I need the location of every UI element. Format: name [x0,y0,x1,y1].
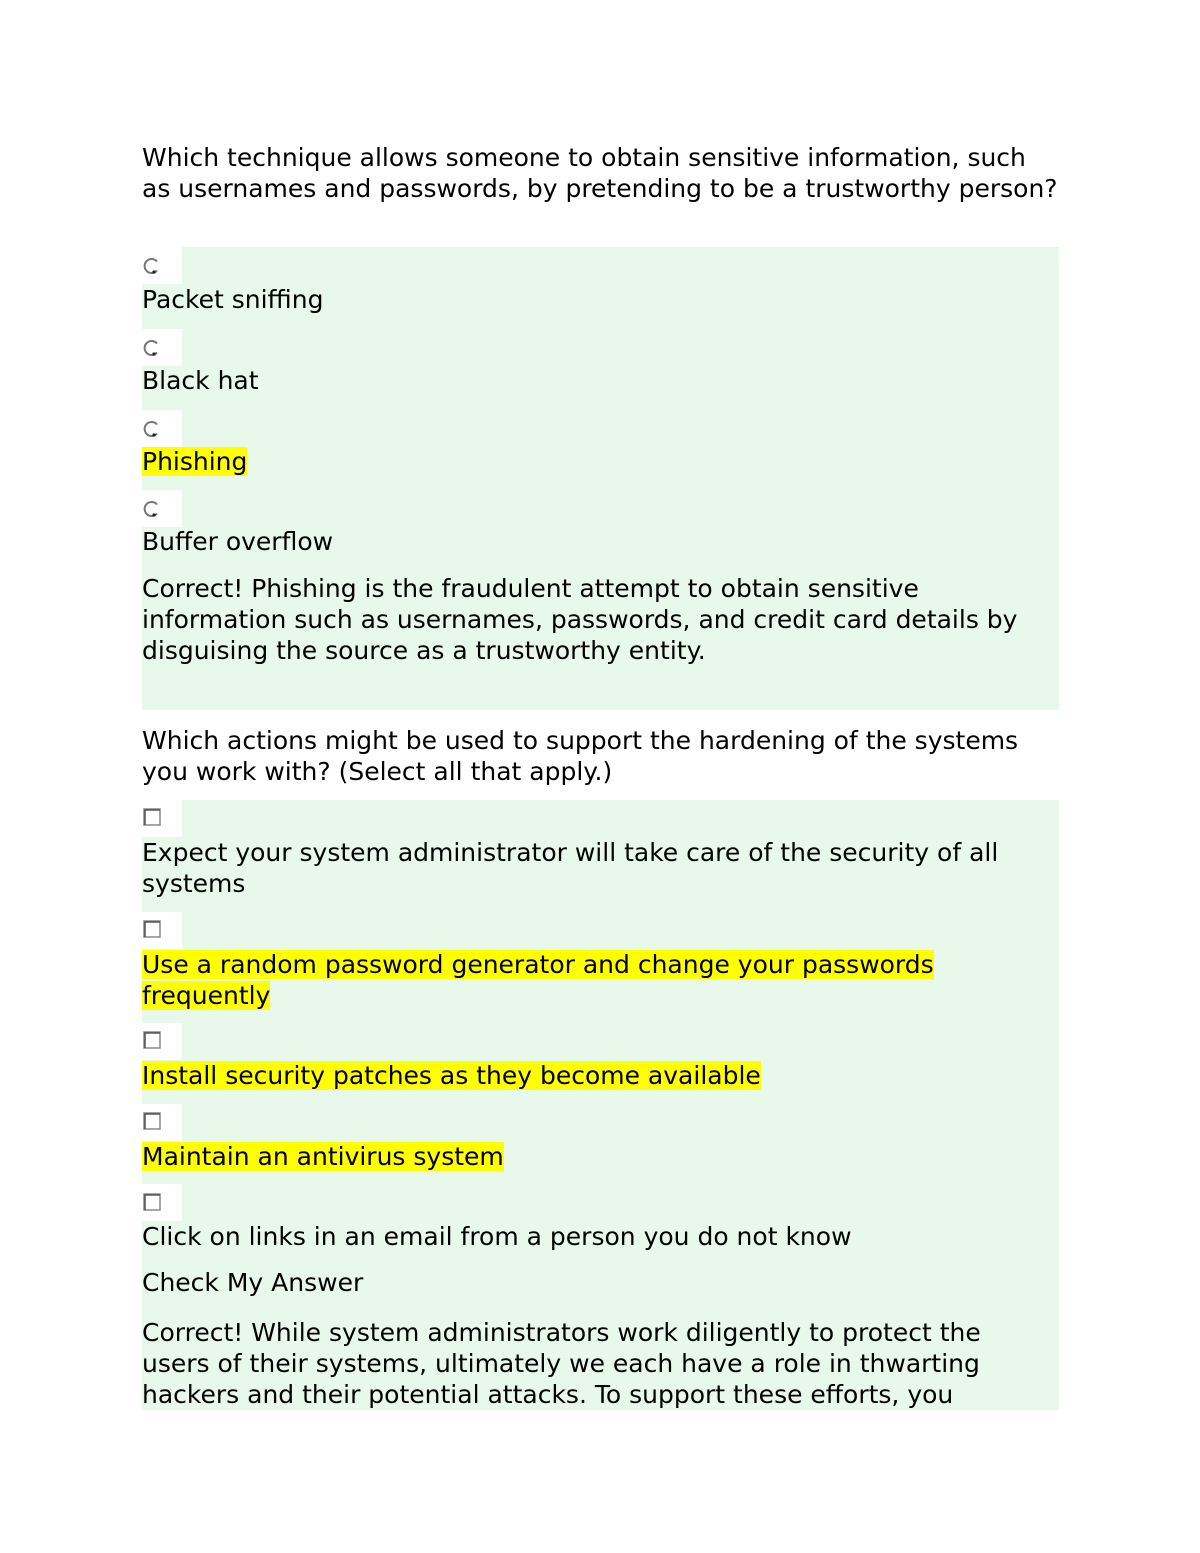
question-1-text: Which technique allows someone to obtain sensitive information, such as usernames and passwords, by pretending to be a trustworthy person? [142,143,1058,203]
option-black-hat: Black hat [142,366,259,395]
option-random-password: Use a random password generator and change your passwords frequently [142,950,934,1010]
checkbox-antivirus[interactable] [143,1112,161,1130]
checkbox-random-password[interactable] [143,920,161,938]
checkbox-expect-admin[interactable] [143,808,161,826]
option-buffer-overflow: Buffer overflow [142,527,334,556]
question-2-feedback: Correct! While system administrators work diligently to protect the users of their systems, ultimately we each have a role in thwarting hackers and their potential attacks. To support these efforts, you [142,1318,981,1409]
radio-black-hat[interactable] [143,339,161,357]
radio-buffer-overflow[interactable] [143,500,161,518]
radio-phishing[interactable] [143,420,161,438]
radio-packet-sniffing[interactable] [143,257,161,275]
option-phishing-line [142,446,247,477]
option-click-links: Click on links in an email from a person you do not know [142,1222,852,1251]
question-2-text: Which actions might be used to support the hardening of the systems you work with? (Select all that apply.) [142,726,1019,786]
option-antivirus-line [142,1141,504,1172]
option-packet-sniffing: Packet sniffing [142,285,324,314]
question-1-feedback: Correct! Phishing is the fraudulent attempt to obtain sensitive information such as usernames, passwords, and credit card details by disguising the source as a trustworthy entity. [142,574,1018,665]
check-my-answer-button[interactable]: Check My Answer [142,1268,364,1297]
option-antivirus: Maintain an antivirus system [142,1142,504,1171]
checkbox-security-patches[interactable] [143,1031,161,1049]
option-security-patches: Install security patches as they become available [142,1061,761,1090]
checkbox-click-links[interactable] [143,1193,161,1211]
option-security-patches-line [142,1060,761,1091]
option-expect-admin: Expect your system administrator will take care of the security of all systems [142,838,999,898]
option-phishing: Phishing [142,447,248,476]
option-random-password-line [142,949,992,1011]
